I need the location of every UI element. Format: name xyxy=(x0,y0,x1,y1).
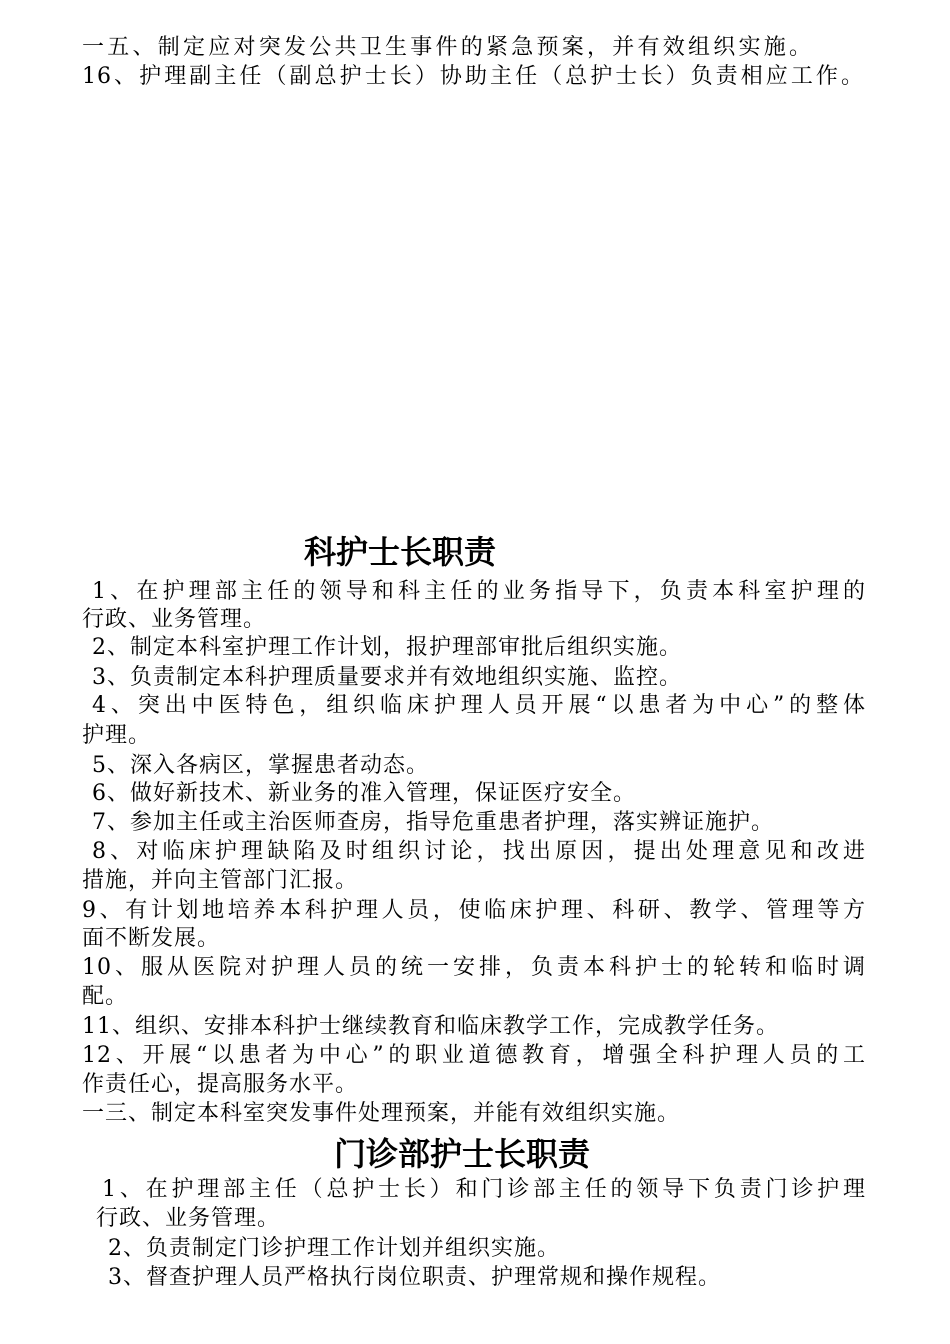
duty-item: 配。 xyxy=(82,984,129,1009)
section-title-ward-head-nurse: 科护士长职责 xyxy=(304,533,497,571)
duty-item: 10、服从医院对护理人员的统一安排，负责本科护士的轮转和临时调 xyxy=(82,955,866,980)
duty-item: 一三、制定本科室突发事件处理预案，并能有效组织实施。 xyxy=(82,1101,681,1126)
duty-item: 2、制定本科室护理工作计划，报护理部审批后组织实施。 xyxy=(92,635,682,660)
duty-item: 12、开展“以患者为中心”的职业道德教育，增强全科护理人员的工 xyxy=(82,1043,866,1068)
duty-item: 3、督查护理人员严格执行岗位职责、护理常规和操作规程。 xyxy=(108,1265,721,1290)
duty-item: 2、负责制定门诊护理工作计划并组织实施。 xyxy=(108,1236,560,1261)
duty-item: 行政、业务管理。 xyxy=(96,1206,281,1231)
duty-item: 1、在护理部主任（总护士长）和门诊部主任的领导下负责门诊护理 xyxy=(102,1177,866,1202)
duty-item: 3、负责制定本科护理质量要求并有效地组织实施、监控。 xyxy=(92,665,682,690)
duty-item: 措施，并向主管部门汇报。 xyxy=(82,868,359,893)
duty-item: 11、组织、安排本科护士继续教育和临床教学工作，完成教学任务。 xyxy=(82,1014,779,1039)
duty-item: 5、深入各病区，掌握患者动态。 xyxy=(92,753,429,778)
duty-item: 6、做好新技术、新业务的准入管理，保证医疗安全。 xyxy=(92,781,636,806)
duty-item: 1、在护理部主任的领导和科主任的业务指导下，负责本科室护理的 xyxy=(92,579,866,604)
duty-item: 9、有计划地培养本科护理人员，使临床护理、科研、教学、管理等方 xyxy=(82,898,866,923)
duty-item: 作责任心，提高服务水平。 xyxy=(82,1072,359,1097)
top-item-15: 一五、制定应对突发公共卫生事件的紧急预案，并有效组织实施。 xyxy=(82,35,812,60)
duty-item: 4、突出中医特色，组织临床护理人员开展“以患者为中心”的整体 xyxy=(92,693,866,718)
duty-item: 面不断发展。 xyxy=(82,926,221,951)
duty-item: 8、对临床护理缺陷及时组织讨论，找出原因，提出处理意见和改进 xyxy=(92,839,866,864)
duty-item: 护理。 xyxy=(82,723,152,748)
top-item-16: 16、护理副主任（副总护士长）协助主任（总护士长）负责相应工作。 xyxy=(82,64,864,89)
duty-item: 7、参加主任或主治医师查房，指导危重患者护理，落实辨证施护。 xyxy=(92,810,774,835)
duty-item: 行政、业务管理。 xyxy=(82,607,267,632)
section-title-outpatient-head-nurse: 门诊部护士长职责 xyxy=(334,1135,591,1173)
